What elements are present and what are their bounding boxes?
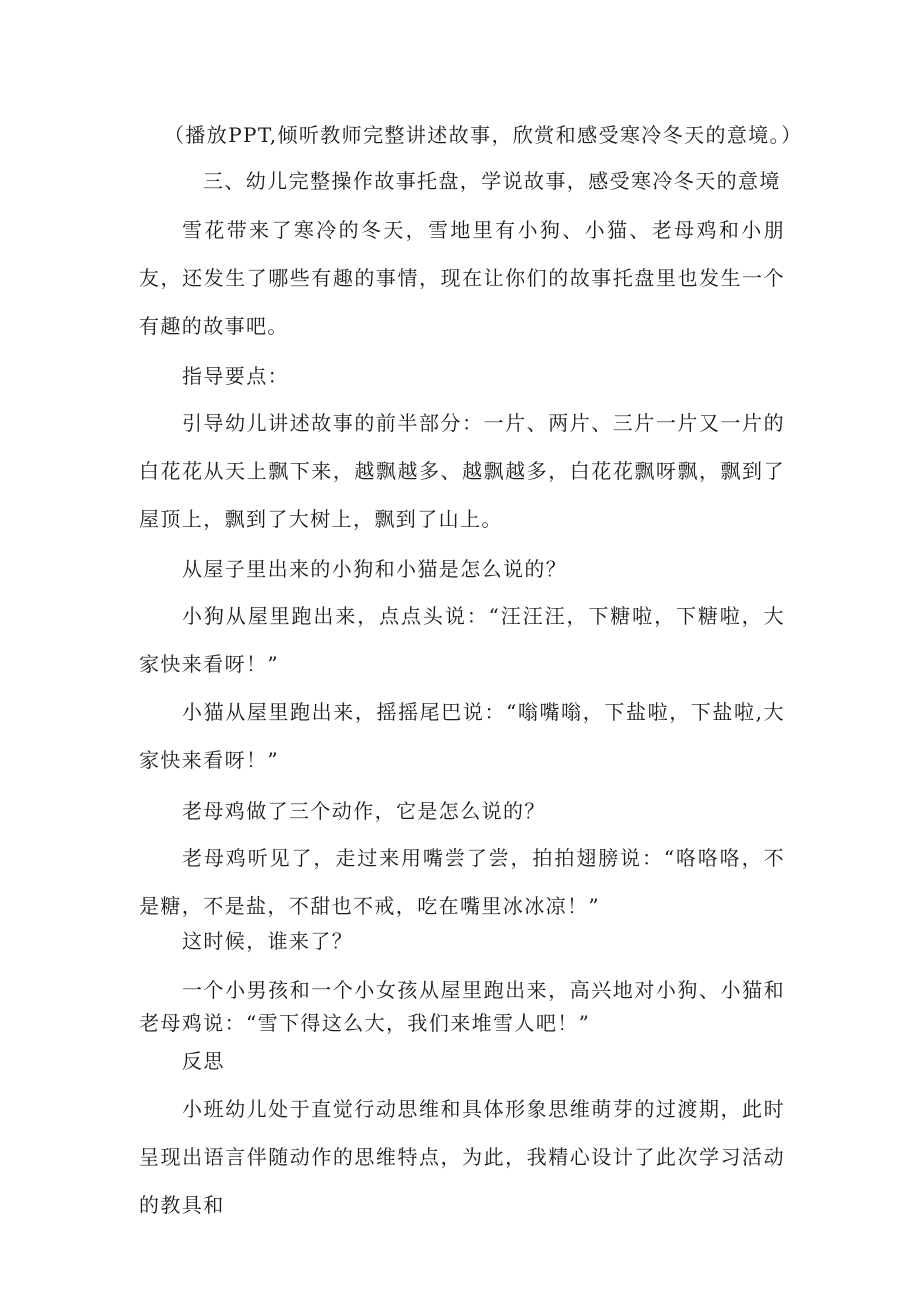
paragraph-dog: 小狗从屋里跑出来，点点头说：“汪汪汪，下糖啦，下糖啦，大家快来看呀！” [139,604,785,676]
paragraph-guidance-title: 指导要点： [182,364,289,388]
paragraph-children: 一个小男孩和一个小女孩从屋里跑出来，高兴地对小狗、小猫和老母鸡说：“雪下得这么大，我们来堆雪人吧！” [139,978,785,1035]
paragraph-who-came: 这时候，谁来了？ [182,929,354,953]
paragraph-hen: 老母鸡听见了，走过来用嘴尝了尝，拍拍翅膀说：“咯咯咯，不是糖，不是盐，不甜也不戒，吃在嘴里冰冰凉！” [139,846,785,918]
paragraph-intro: 雪花带来了寒冷的冬天，雪地里有小狗、小猫、老母鸡和小朋友，还发生了哪些有趣的事情，现在让你们的故事托盘里也发生一个有趣的故事吧。 [139,218,785,338]
paragraph-question-hen: 老母鸡做了三个动作，它是怎么说的？ [182,799,546,823]
section-reflection-title: 反思 [182,1049,225,1073]
paragraph-reflection: 小班幼儿处于直觉行动思维和具体形象思维萌芽的过渡期，此时呈现出语言伴随动作的思维特点，为此，我精心设计了此次学习活动的教具和 [139,1097,785,1217]
paragraph-cat: 小猫从屋里跑出来，摇摇尾巴说：“嗡嘴嗡，下盐啦，下盐啦,大家快来看呀！” [139,700,785,772]
paragraph-activity-note: （播放PPT,倾听教师完整讲述故事，欣赏和感受寒冷冬天的意境。） [164,123,803,147]
paragraph-question-dog-cat: 从屋子里出来的小狗和小猫是怎么说的？ [182,557,568,581]
section-heading-3: 三、幼儿完整操作故事托盘，学说故事，感受寒冷冬天的意境 [203,169,781,193]
paragraph-story-first-half: 引导幼儿讲述故事的前半部分：一片、两片、三片一片又一片的白花花从天上飘下来，越飘越多、越飘越多，白花花飘呀飘，飘到了屋顶上，飘到了大树上，飘到了山上。 [139,411,785,531]
